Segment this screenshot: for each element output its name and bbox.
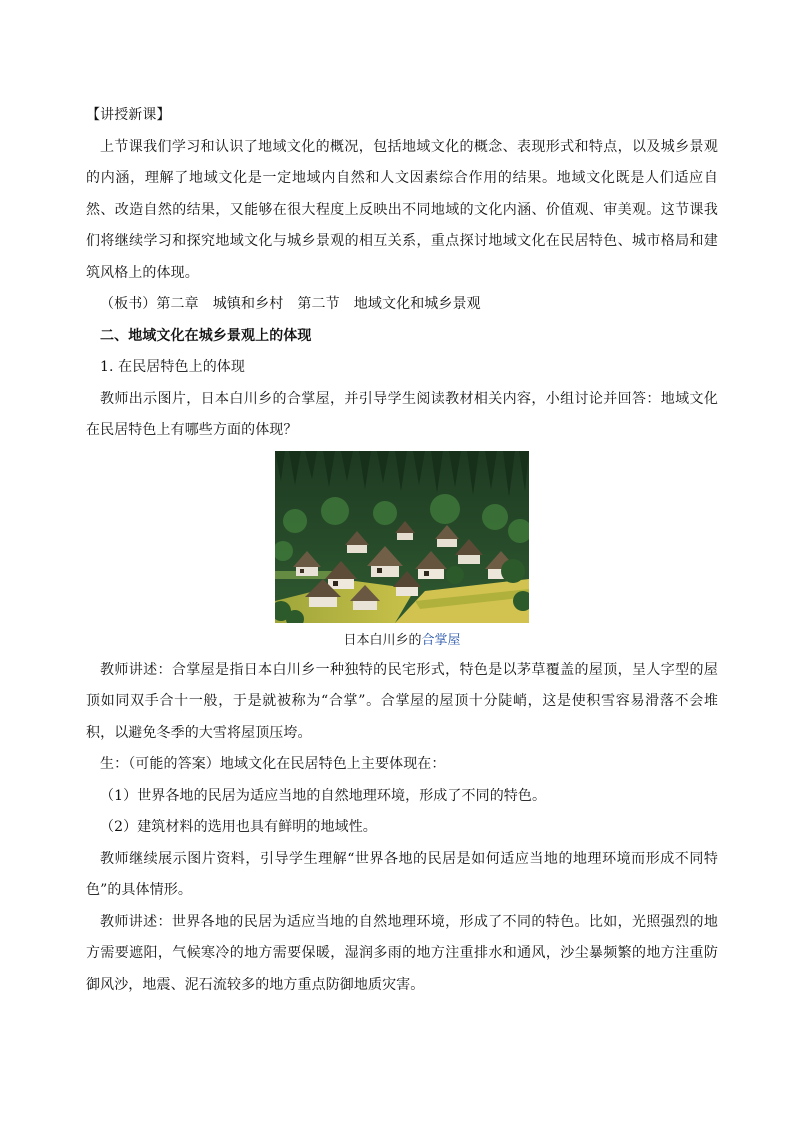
teacher-continue-paragraph: 教师继续展示图片资料，引导学生理解“世界各地的民居是如何适应当地的地理环境而形成不同特色”的具体情形。 [86,850,718,898]
caption-prefix: 日本白川乡的 [343,632,422,648]
point-heading: 1. 在民居特色上的体现 [100,359,246,375]
figure [86,451,718,655]
answer-item-2: （2）建筑材料的选用也具有鲜明的地域性。 [100,819,377,835]
board-writing: （板书）第二章 城镇和乡村 第二节 地域文化和城乡景观 [100,296,481,312]
student-answer-intro: 生：（可能的答案）地域文化在民居特色上主要体现在： [100,756,446,772]
lesson-content [86,100,718,1001]
teacher-explain-paragraph-1: 教师讲述：合掌屋是指日本白川乡一种独特的民宅形式，特色是以茅草覆盖的屋顶，呈人字型的屋顶如同双手合十一般，于是就被称为“合掌”。合掌屋的屋顶十分陡峭，这是使积雪容易滑落不会堆积，以避免冬季的大雪将屋顶压垮。 [86,661,718,741]
answer-item-1: （1）世界各地的民居为适应当地的自然地理环境，形成了不同的特色。 [100,787,547,804]
intro-paragraph: 上节课我们学习和认识了地域文化的概况，包括地域文化的概念、表现形式和特点，以及城乡景观的内涵，理解了地域文化是一定地域内自然和人文因素综合作用的结果。地域文化既是人们适应自然、改造自然的结果，又能够在很大程度上反映出不同地域的文化内涵、价值观、审美观。这节课我们将继续学习和探究地域文化与城乡景观的相互关系，重点探讨地域文化在民居特色、城市格局和建筑风格上的体现。 [86,138,718,281]
section-heading: 【讲授新课】 [86,107,171,123]
shirakawa-village-photo [275,451,529,623]
subheading: 二、地域文化在城乡景观上的体现 [100,327,312,344]
caption-highlight: 合掌屋 [421,632,461,648]
teacher-explain-paragraph-2: 教师讲述：世界各地的民居为适应当地的自然地理环境，形成了不同的特色。比如，光照强烈的地方需要遮阳，气候寒冷的地方需要保暖，湿润多雨的地方注重排水和通风，沙尘暴频繁的地方注重防御风沙，地震、泥石流较多的地方重点防御地质灾害。 [86,913,718,993]
teacher-show-paragraph: 教师出示图片，日本白川乡的合掌屋，并引导学生阅读教材相关内容，小组讨论并回答：地域文化在民居特色上有哪些方面的体现？ [86,390,718,438]
figure-caption [343,630,460,652]
